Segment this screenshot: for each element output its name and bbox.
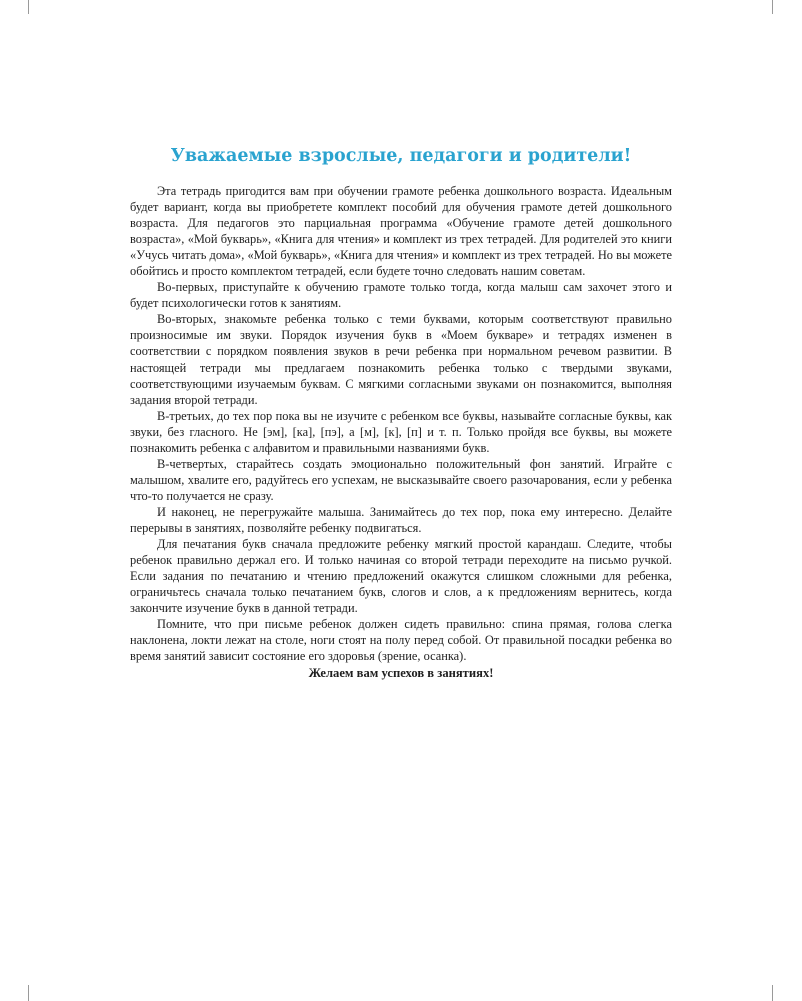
paragraph-second-advice: Во-вторых, знакомьте ребенка только с теми буквами, которым соответствуют правильно произносимые им звуки. Порядок изучения букв в «Моем букваре» и тетрадях изменен в соответствии с порядком появления звуков в речи ребенка при нормальном речевом развитии. В настоящей тетради мы предлагаем познакомить ребенка только с твердыми звуками, соответствующими изучаемым буквам. С мягкими согласными звуками он познакомится, выполняя задания второй тетради. — [130, 312, 672, 407]
paragraph-fourth-advice: В-четвертых, старайтесь создать эмоционально положительный фон занятий. Играйте с малышом, хвалите его, радуйтесь его успехам, не высказывайте своего разочарования, если у ребенка что-то получается не сразу. — [130, 456, 672, 503]
paragraph-printing: Для печатания букв сначала предложите ребенку мягкий простой карандаш. Следите, чтобы ребенок правильно держал его. И только начиная со второй тетради переходите на письмо ручкой. Если задания по печатанию и чтению предложений окажутся слишком сложными для ребенка, ограничьтесь сначала только печатанием букв, слогов и слов, а к предложениям вернитесь, когда закончите изучение букв в данной тетради. — [130, 537, 672, 616]
crop-mark-bottom-left — [28, 985, 29, 1001]
body-text — [130, 183, 672, 664]
paragraph-posture: Помните, что при письме ребенок должен сидеть правильно: спина прямая, голова слегка наклонена, локти лежат на столе, ноги стоят на полу перед собой. От правильной посадки ребенка во время занятий зависит состояние его здоровья (зрение, осанка). — [130, 617, 672, 664]
paragraph-first-advice: Во-первых, приступайте к обучению грамоте только тогда, когда малыш сам захочет этого и будет психологически готов к занятиям. — [130, 280, 672, 311]
paragraph-third-advice: В-третьих, до тех пор пока вы не изучите с ребенком все буквы, называйте согласные буквы, как звуки, без гласного. Не [эм], [ка], [пэ], а [м], [к], [п] и т. п. Только пройдя все буквы, вы можете познакомить ребенка с алфавитом и правильными названиями букв. — [130, 408, 672, 455]
closing-wish: Желаем вам успехов в занятиях! — [308, 666, 494, 680]
paragraph-intro: Эта тетрадь пригодится вам при обучении грамоте ребенка дошкольного возраста. Идеальным будет вариант, когда вы приобретете комплект пособий для обучения грамоте детей дошкольного возраста. Для педагогов это парциальная программа «Обучение грамоте детей дошкольного возраста», «Мой букварь», «Книга для чтения» и комплект из трех тетрадей. Для родителей это книги «Учусь читать дома», «Мой букварь», «Книга для чтения» и комплект из трех тетрадей. Но вы можете обойтись и просто комплектом тетрадей, если будете точно следовать нашим советам. — [130, 184, 672, 279]
crop-mark-top-right — [772, 0, 773, 14]
paragraph-finally: И наконец, не перегружайте малыша. Занимайтесь до тех пор, пока ему интересно. Делайте перерывы в занятиях, позволяйте ребенку подвигаться. — [130, 504, 672, 535]
crop-mark-bottom-right — [772, 985, 773, 1001]
page-title: Уважаемые взрослые, педагоги и родители! — [170, 146, 632, 166]
crop-mark-top-left — [28, 0, 29, 14]
